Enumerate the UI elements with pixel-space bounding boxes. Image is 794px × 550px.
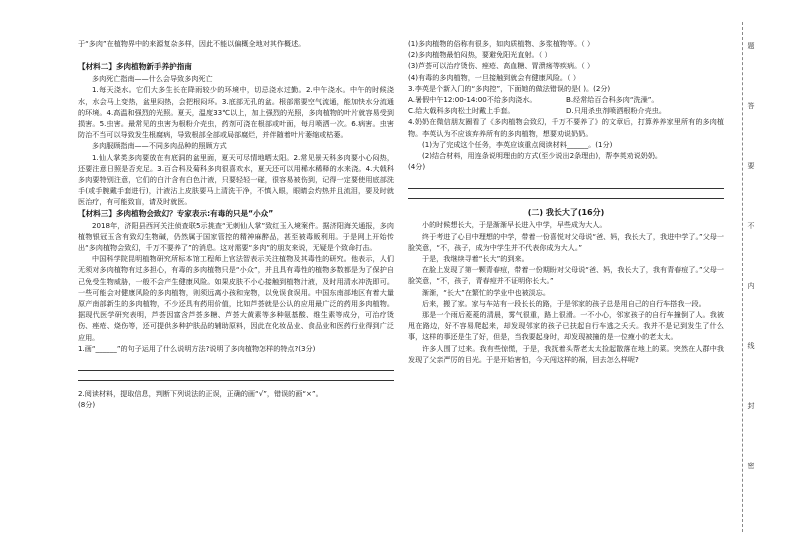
section-2-title: (二) 我长大了(16分) — [527, 208, 605, 218]
binding-mark: 线 — [747, 342, 755, 349]
answer-line[interactable] — [408, 179, 724, 189]
question-4-1: (1)为了完成这个任务，李英应该重点阅读材料______。(1分) — [422, 139, 613, 149]
material-3-paragraph-1: 2018年，济阳县西河关注侦查联5示挑查“无刺仙人掌”致红玉入境案件。据济阳海关通报，多肉植物银冠玉含有致幻生物碱，仍然属于国家管控的精神麻醉品，甚至被毒贩利用。于是网上开始传出“多肉植物会致幻，千万不要养了”的消息。这对需要“多肉”的朋友来说，无疑是个致命打击。 — [78, 220, 394, 253]
answer-line[interactable] — [78, 371, 394, 381]
material-3-title: 【材料三】多肉植物会致幻？专家表示:有毒的只是“小众” — [78, 208, 274, 218]
intro-text: 于“多肉”在植物界中的来源复杂多样，因此不能以偏概全地对其作概述。 — [78, 39, 306, 48]
story-paragraph: 终于考进了心目中理想的中学，带着一份喜悦对父母说“爸、妈，我长大了，我进中学了。”父母一脸笑意，“不，孩子，成为中学生并不代表你成为大人。” — [408, 231, 724, 252]
binding-mark: 封 — [747, 402, 755, 409]
answer-line[interactable] — [408, 189, 724, 199]
binding-mark: 密 — [747, 462, 755, 469]
material-3-paragraph-2: 中国科学院昆明植物研究所标本馆工程师上官法智表示关注植物及其毒性的研究。他表示，人们无须对多肉植物有过多担心，有毒的多肉植物只是“小众”，并且具有毒性的植物多数都是为了保护自己免受生物威胁，一般不会产生健康风险。如果皮肤不小心接触到植物汁液，及时用清水冲洗即可。一些可能会对健康风险的多肉植物，则须远离小孩和宠物，以免误食误用。中国东南部地区有着大量原产南部新生的多肉植物，不少还具有药用价值，比如芦荟就是公认的应用最广泛的药用多肉植物。据现代医学研究表明，芦荟因富含芦荟多糖、芦荟大黄素等多种氨基酸、维生素等成分，可治疗烫伤、痤疮、烧伤等，还可提供多种护肤品的辅助原料，因此在化妆品业、食品业和医药行业得到广泛应用。 — [78, 254, 394, 342]
question-3: 3.李英是个新入门的“多肉控”，下面她的做法错误的是( )。(2分) — [408, 83, 611, 93]
story-paragraph: 那是一个雨后菱菱的清晨，雾气很重，路上很滑。一不小心，邻家孩子的自行车撞倒了人。我被甩在路边，好不容易爬起来，却发现邻家的孩子已扶起自行车逃之夭夭。我并不是记到发生了什么事，这样的事还是生了好，但是，当我要起身时，却发现被撞的是一位瘦小的老太太。 — [408, 310, 724, 342]
binding-mark: 要 — [747, 162, 755, 169]
exam-page — [78, 38, 724, 518]
material-2-subtitle: 多肉死亡指南——什么会导致多肉死亡 — [92, 74, 213, 84]
story-paragraph: 小的时候想长大，于是渐渐早长进入中学，早些成为大人。 — [422, 220, 607, 230]
q2-item-4: (4)有毒的多肉植物，一旦接触到就会有健康风险。（ ） — [408, 72, 580, 82]
story-paragraph: 在脸上发现了第一颗青春痘，带着一份期盼对父母说“爸、妈，我长大了，我有青春痘了。”父母一脸笑意，“不，孩子，青春痘并不证明你长大。” — [408, 265, 724, 286]
material-2-paragraph-2: 1.仙人掌类多肉要放在有底洞的盆里面，夏天可尽情地晒太阳。2.常见景天科多肉要小心闷热，还要注意日照是否充足。3.百合科及菊科多肉很喜欢水，夏天还可以用稀水稀释的水来浇。4.大戟科多肉要特别注意，它们的白汁含有白色汁液，只要轻轻一碰，很容易被伤到，记得一定要使用底部洗手(或手腕戴手套进行)，汁液沾上皮肤要马上清洗干净，不慎入眼，眼睛会灼热并且流泪，要及时就医治疗，有可能致盲，请及时就医。 — [78, 152, 394, 207]
material-2-paragraph-1: 1.每天浇水。它们大多生长在降雨较少的环境中，切忌浇水过勤。2.中午浇水。中午的时候浇水，水会马上变热，盆里闷热，会把根闷坏。3.底部无孔的盆。根部需要空气流通，能加快水分流通的环境。4.高温和强烈的光照。夏天，温度33℃以上，加上强烈的光照，多肉植物的叶片就容易受到损害。5.虫害。最常见的虫害为根粉介壳虫，药剂可浇在根部或叶面，每月喷洒一次。6.病害。虫害防治不当可以导致发生根腐病，导致根部全部或局部腐烂，并伴随着叶片萎缩或枯萎。 — [78, 85, 394, 140]
story-paragraph: 于是，我继续寻着“长大”的到来。 — [422, 254, 529, 264]
answer-line[interactable] — [78, 361, 394, 371]
q3-option-c[interactable]: C.给大戟科多肉松土时戴上手套。 — [408, 106, 515, 116]
q3-option-a[interactable]: A.暑假中午12:00-14:00不给多肉浇水。 — [408, 95, 537, 105]
question-2: 2.阅读材料，提取信息，判断下列说法的正误，正确的画“√”，错误的画“×”。 — [78, 389, 323, 399]
binding-margin — [742, 22, 757, 532]
material-2-title: 【材料二】多肉植物新手养护指南 — [78, 62, 192, 72]
q3-options-row-1 — [408, 94, 724, 105]
question-1: 1.画“______”的句子运用了什么说明方法?说明了多肉植物怎样的特点?(3分) — [78, 343, 316, 353]
q3-option-d[interactable]: D.只用杀虫剂喷洒根粉介壳虫。 — [566, 106, 666, 116]
left-column — [78, 38, 394, 518]
story-paragraph: 许多人围了过来。我有些惊慌，于是，我抚着头帮老太太捡起散落在地上的菜。突然在人群中我发现了父亲严厉的目光。于是开始害怕，今天闯这样的祸，回去怎么样呢? — [408, 343, 724, 364]
q3-options-row-2 — [408, 105, 724, 116]
question-4-2: (2)结合材料，用连条说明理由的方式(至少说出2条理由)，帮李英劝说奶奶。 — [422, 151, 663, 161]
story-paragraph: 后来，搬了家。家与车站有一段长长的路，于是邻家的孩子总是用自己的自行车搭我一段。 — [422, 298, 706, 308]
binding-mark: 题 — [747, 42, 755, 49]
question-4-score: (4分) — [408, 162, 426, 172]
question-2-score: (8分) — [78, 400, 96, 410]
binding-mark: 内 — [747, 282, 755, 289]
q2-item-1: (1)多肉植物的俗称有很多，如肉质植物、多浆植物等。（ ） — [408, 39, 595, 48]
material-2-subtitle-2: 多肉服顾指南——不同多肉品种的照顾方式 — [92, 141, 227, 151]
q2-item-3: (3)芦荟可以治疗烫伤、痤疮、高血糖、胃溃疡等疾病。（ ） — [408, 61, 595, 71]
story-paragraph: 渐渐，“长大”在繁忙的学业中也被淡忘。 — [422, 287, 550, 297]
q2-item-2: (2)多肉植物最怕闷热，要避免阳光直射。（ ） — [408, 50, 552, 60]
q3-option-b[interactable]: B.经常给百合科多肉“洗澡”。 — [566, 95, 659, 105]
binding-mark: 不 — [747, 222, 755, 229]
binding-mark: 答 — [747, 102, 755, 109]
question-4: 4.奶奶在微信朋友圈看了《多肉植物会致幻，千万不要养了》的文章后，打算养养家里所有的多肉植物。李英认为不应该弃养所有的多肉植物，想要劝说奶奶。 — [408, 117, 724, 138]
right-column — [408, 38, 724, 518]
